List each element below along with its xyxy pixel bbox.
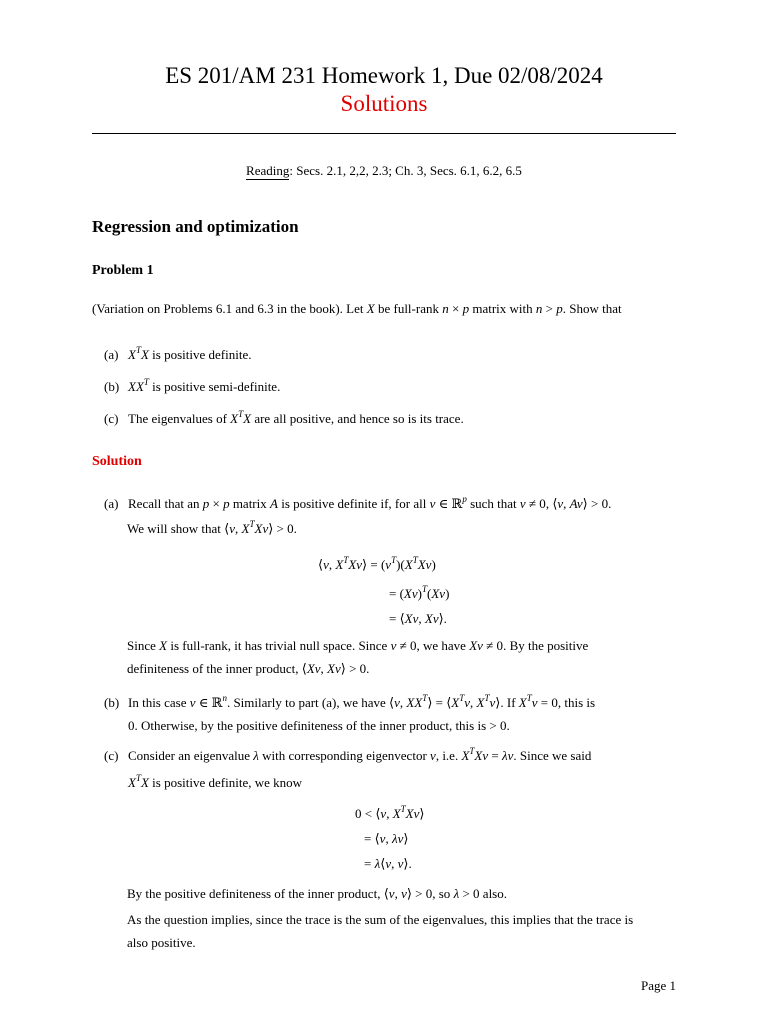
- title-block: [0, 62, 768, 118]
- reading-label: Reading: [246, 163, 290, 178]
- page-number: Page 1: [640, 978, 676, 993]
- equation-block-c: 0 < ⟨v, $X^TXv⟩$ = ⟨v, λv⟩ = λ⟨v, v⟩.: [355, 804, 425, 871]
- page-title: ES 201/AM 231 Homework 1, Due 02/08/2024: [165, 63, 603, 88]
- solution-heading: Solution: [92, 454, 142, 469]
- solution-part-a-line1: (a) Recall that an p × p matrix A is positive definite if, for all v ∈ ℝ$^p$ such that v ≠ 0, ⟨v, Av⟩ > 0.: [104, 494, 612, 511]
- reading-text: : Secs. 2.1, 2,2, 2.3; Ch. 3, Secs. 6.1, 6.2, 6.5: [289, 163, 522, 178]
- solution-part-c-conclusion: By the positive definiteness of the inner product, ⟨v, v⟩ > 0, so λ > 0 also.: [127, 886, 507, 901]
- problem-intro: (Variation on Problems 6.1 and 6.3 in the book). Let X be full-rank n × p matrix with n > p. Show that: [92, 301, 622, 316]
- page-subtitle: Solutions: [340, 91, 428, 116]
- reading-line: [0, 163, 768, 179]
- solution-part-c-trace: As the question implies, since the trace is the sum of the eigenvalues, this implies that the trace is also positive.: [127, 912, 634, 950]
- problem-part-c: (c) The eigenvalues of $X^TX$ are all positive, and hence so is its trace.: [104, 409, 464, 426]
- equation-block-a: ⟨v, $X^TXv⟩ = (v^T)(X^TXv)$ = $(Xv)^T(Xv)$ = ⟨Xv, Xv⟩.: [318, 555, 450, 626]
- section-heading: Regression and optimization: [92, 217, 299, 236]
- solution-part-b: (b) In this case v ∈ ℝ$^n$. Similarly to part (a), we have ⟨v, $XX^T⟩$ = $⟨X^Tv$, $X^Tv⟩$. If $X^Tv = 0$, this is 0. Otherwise, by the positive definiteness of the inner product, this is > 0.: [104, 693, 596, 733]
- problem-part-b: (b) $XX^T$ is positive semi-definite.: [104, 377, 281, 394]
- problem-heading: Problem 1: [92, 263, 154, 278]
- title-divider: [92, 133, 676, 134]
- solution-part-a-follow: Since X is full-rank, it has trivial null space. Since v ≠ 0, we have Xv ≠ 0. By the positive definiteness of the inner product, ⟨Xv, Xv⟩ > 0.: [127, 638, 589, 676]
- problem-part-a: (a) $X^TX$ is positive definite.: [104, 345, 252, 362]
- solution-part-a-line2: We will show that ⟨v, $X^TXv⟩ > 0$.: [127, 519, 297, 536]
- solution-part-c: (c) Consider an eigenvalue λ with corresponding eigenvector v, i.e. $X^TXv = \lambda v$. Since we said $X^TX$ is positive definite, we know: [104, 746, 592, 790]
